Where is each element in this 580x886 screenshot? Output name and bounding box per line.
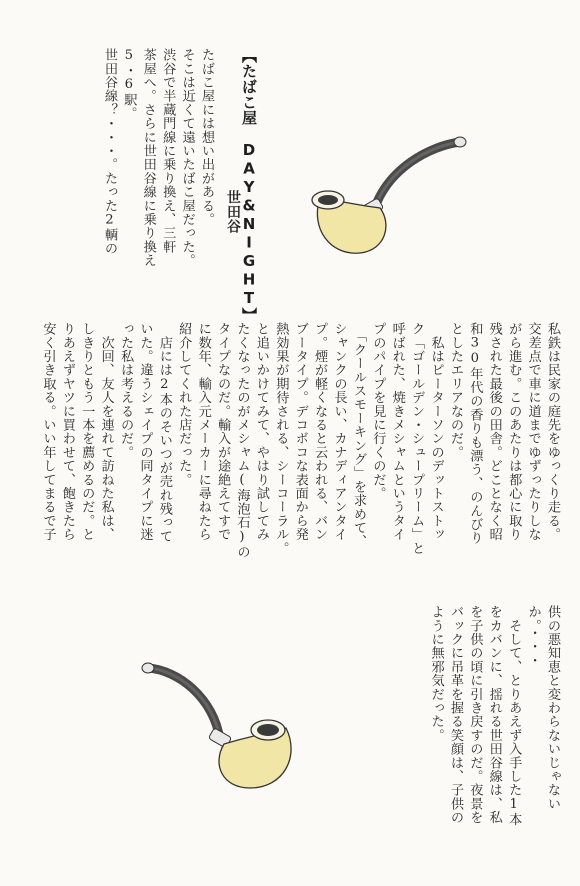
main-paragraph: 私鉄は民家の庭先をゆっくり走る。 交差点で車に道までゆずったりしな がら進む。このあたりは都心に取り 残された最後の田舎。どことなく昭 和30年代の香りも漂う、のんびり としたエリアなのだ。 私はピーターソンのデットストッ ク「ゴールデン・シュープリーム」と 呼ばれた、焼きメシャムというタイ プのパイプを見に行くのだ。 「クールスモーキング」を求めて、 シャンクの長い、カナディアンタイ プ。煙が軽くなると云われる、バン ブータイプ。デコボコな表面から発 熱効果が期待される、シーコーラル。 と追いかけてみて、やはり試してみ たくなったのがメシャム(海泡石)の タイプなのだ。輸入が途絶えてすで に数年、輸入元メーカーに尋ねたら 紹介してくれた店だった。 店には2本のそいつが売れ残って いた。違うシェイプの同タイプに迷 った私は考えるのだ。 次回、友人を連れて訪ねた私は、 しきりともう一本を薦めるのだ。と りあえずヤツに買わせて、飽きたら 安く引き取る。いい年してまるで子 xyxy=(40,322,560,559)
pipe-icon xyxy=(300,128,470,268)
article-location: 世田谷 xyxy=(225,190,241,234)
pipe-icon xyxy=(138,648,308,798)
intro-paragraph: たばこ屋には想い出がある。 そこは近くて遠いたばこ屋だった。 渋谷で半蔵門線に乗り換え、三軒 茶屋へ。さらに世田谷線に乗り換え 5・6駅。 世田谷線？・・・。たった2輌の xyxy=(101,48,214,268)
closing-paragraph: 供の悪知恵と変わらないじゃない か。・・・ そして、とりあえず入手した1本 をカバンに、揺れる世田谷線は、私 を子供の頃に引き戻すのだ。夜景を バックに吊革を握る笑顔は、子供の ように無邪気だった。 xyxy=(428,605,560,826)
article-title: 【たばこ屋 DAY&NIGHT】 xyxy=(240,48,258,323)
